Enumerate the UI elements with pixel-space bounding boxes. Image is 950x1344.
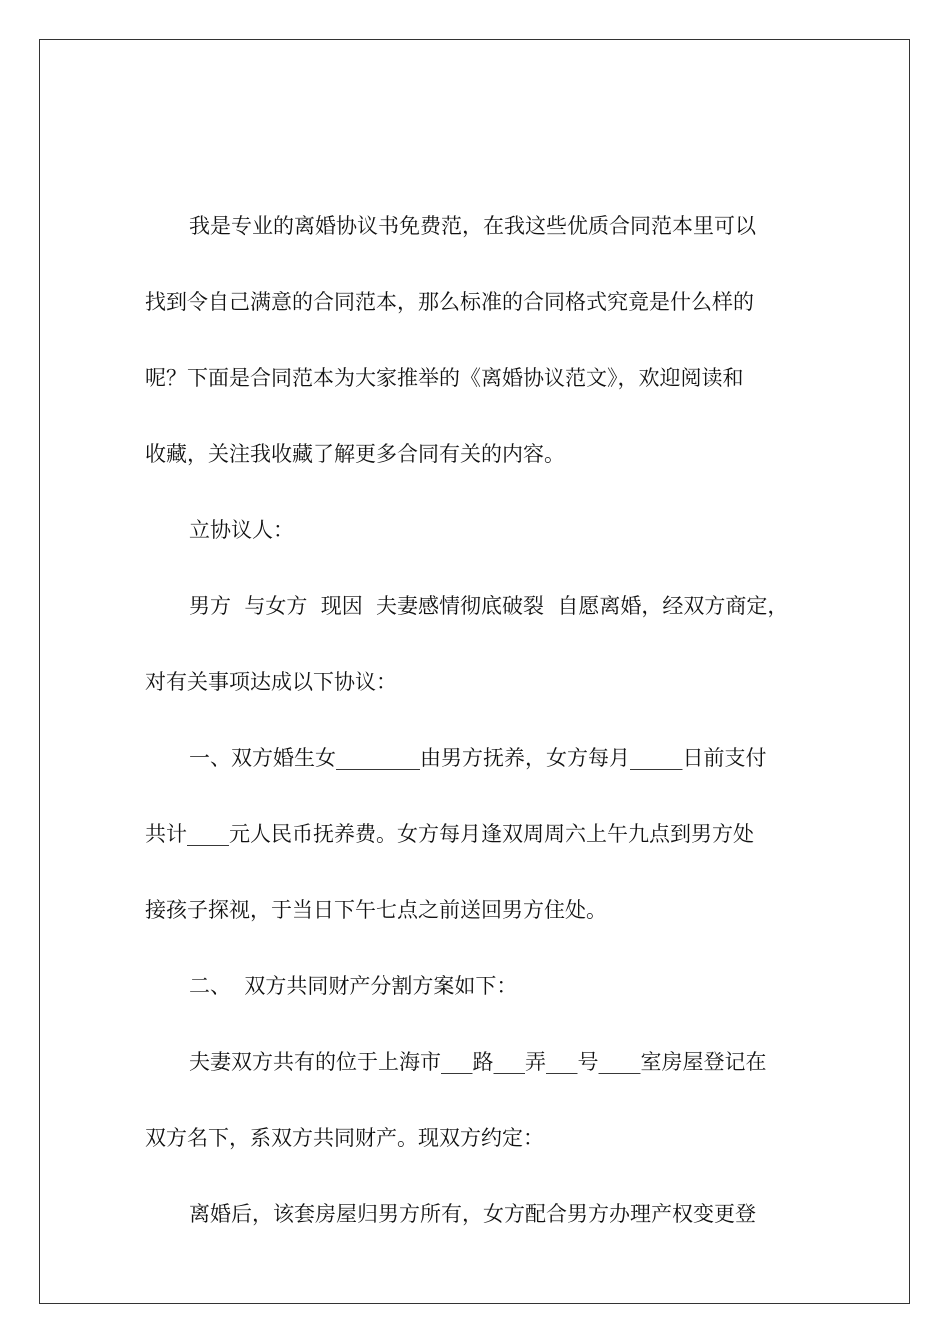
paragraph-line: 立协议人： (189, 518, 294, 542)
paragraph-line: 呢？下面是合同范本为大家推举的《离婚协议范文》，欢迎阅读和 (145, 366, 744, 390)
paragraph-line: 共计____元人民币抚养费。女方每月逢双周周六上午九点到男方处 (145, 822, 754, 846)
paragraph-line: 男方 与女方 现因 夫妻感情彻底破裂 自愿离婚，经双方商定， (189, 594, 789, 618)
paragraph-line: 收藏，关注我收藏了解更多合同有关的内容。 (145, 442, 565, 466)
paragraph-line: 对有关事项达成以下协议： (145, 670, 397, 694)
paragraph-line: 找到令自己满意的合同范本，那么标准的合同格式究竟是什么样的 (145, 290, 754, 314)
paragraph-line: 二、 双方共同财产分割方案如下： (189, 974, 518, 998)
paragraph-line: 接孩子探视，于当日下午七点之前送回男方住处。 (145, 898, 607, 922)
paragraph-line: 我是专业的离婚协议书免费范，在我这些优质合同范本里可以 (189, 214, 756, 238)
paragraph-line: 离婚后，该套房屋归男方所有，女方配合男方办理产权变更登 (189, 1202, 756, 1226)
paragraph-line: 夫妻双方共有的位于上海市___路___弄___号____室房屋登记在 (189, 1050, 767, 1074)
paragraph-line: 双方名下，系双方共同财产。现双方约定： (145, 1126, 544, 1150)
paragraph-line: 一、双方婚生女________由男方抚养，女方每月_____日前支付 (189, 746, 767, 770)
document-body (145, 200, 815, 1264)
